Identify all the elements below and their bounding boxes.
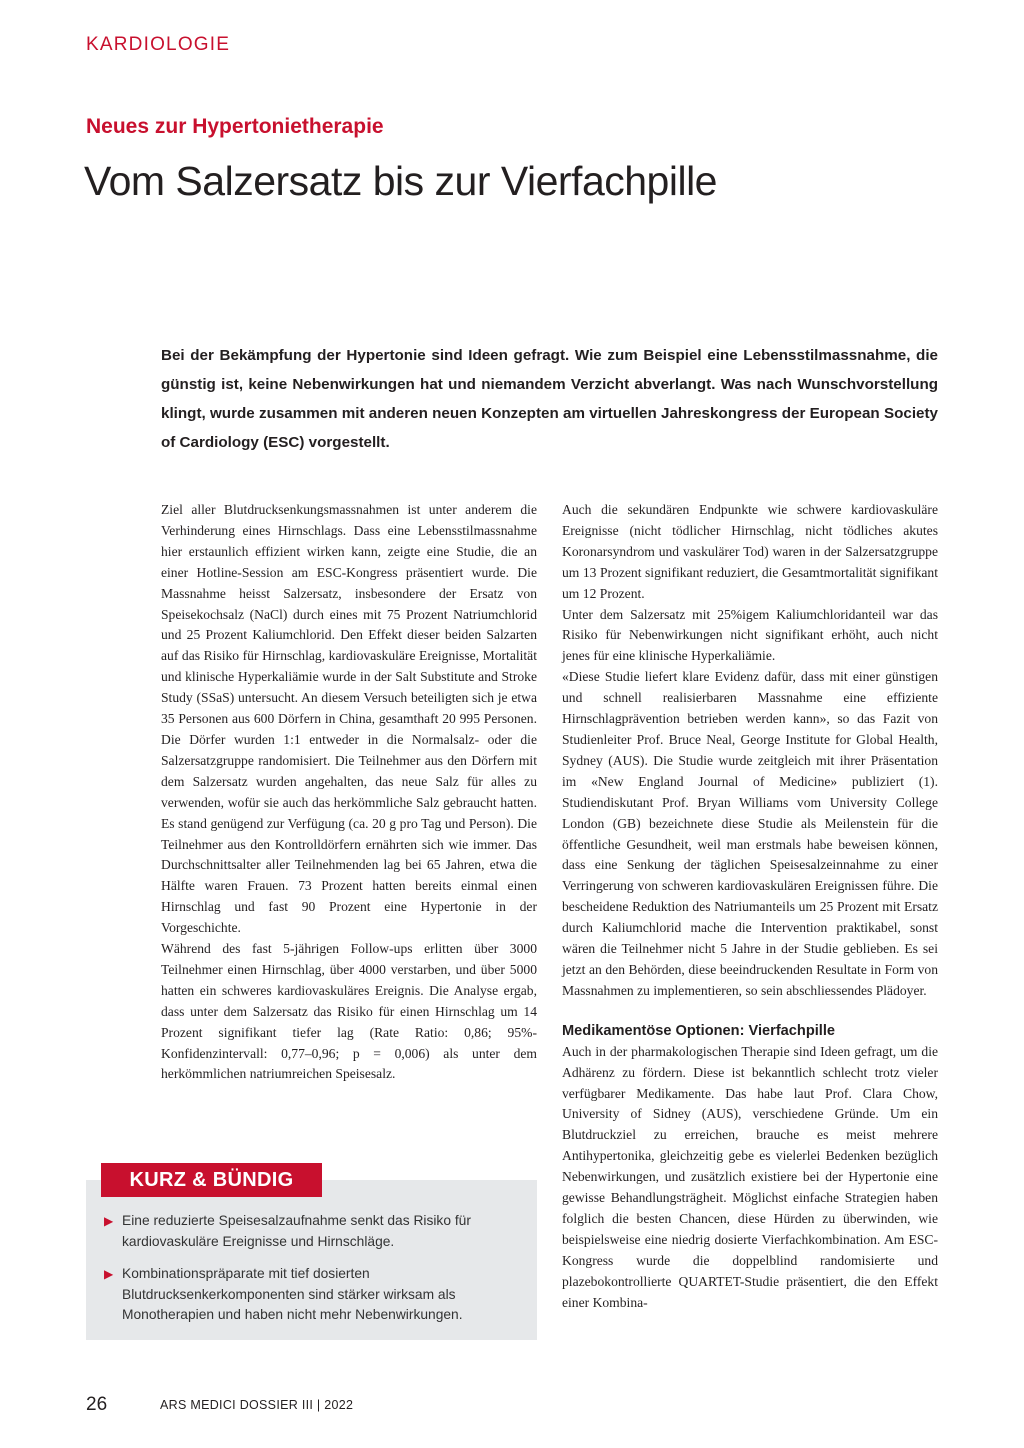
summary-box-label: KURZ & BÜNDIG bbox=[101, 1163, 322, 1197]
section-label: KARDIOLOGIE bbox=[86, 34, 231, 55]
article-title: Vom Salzersatz bis zur Vierfachpille bbox=[84, 158, 717, 204]
triangle-right-icon: ▶ bbox=[104, 1214, 114, 1228]
summary-item bbox=[104, 1211, 524, 1252]
body-paragraph: «Diese Studie liefert klare Evidenz dafür, dass mit einer günstigen und schnell realisierbaren Massnahme eine effiziente Hirnschlagprävention betrieben werden kann», so das Fazit von Studienleiter Prof. Bruce Neal, George Institute for Global Health, Sydney (AUS). Die Studie wurde zeitgleich mit ihrer Präsentation im «New England Journal of Medicine» publiziert (1). Studiendiskutant Prof. Bryan Williams vom University College London (GB) bezeichnete diese Studie als Meilenstein für die öffentliche Gesundheit, weil man erstmals habe beweisen können, dass eine Senkung der täglichen Speisesalzeinnahme zu einer Verringerung von schweren kardiovaskulären Ereignissen führe. Die bescheidene Reduktion des Natriumanteils um 25 Prozent mit Ersatz durch Kaliumchlorid mache die Intervention praktikabel, sonst wären die Teilnehmer nicht 5 Jahre in der Studie geblieben. Es sei jetzt an den Behörden, diese beeindruckenden Resultate in Form von Massnahmen zu implementieren, so sein abschliessendes Plädoyer. bbox=[562, 669, 938, 998]
summary-item-text: Eine reduzierte Speisesalzaufnahme senkt das Risiko für kardiovaskuläre Ereignisse und Hirnschläge. bbox=[122, 1213, 471, 1249]
body-paragraph: Ziel aller Blutdrucksenkungsmassnahmen ist unter anderem die Verhinderung eines Hirnschlags. Dass eine Lebensstilmassnahme hier erstaunlich effizient wirken kann, zeigte eine Studie, die an einer Hotline-Session am ESC-Kongress präsentiert wurde. Die Massnahme heisst Salzersatz, insbesondere der Ersatz von Speisekochsalz (NaCl) durch eines mit 75 Prozent Natriumchlorid und 25 Prozent Kaliumchlorid. Den Effekt dieser beiden Salzarten auf das Risiko für Hirnschlag, kardiovaskuläre Ereignisse, Mortalität und klinische Hyperkaliämie wurde in der Salt Substitute and Stroke Study (SSaS) untersucht. An diesem Versuch beteiligten sich je etwa 35 Personen aus 600 Dörfern in China, gesamthaft 20 995 Personen. Die Dörfer wurden 1:1 entweder in die Normalsalz- oder die Salzersatzgruppe randomisiert. Die Teilnehmer aus den Dörfern mit dem Salzersatz wurden angehalten, das neue Salz für alles zu verwenden, wofür sie auch das herkömmliche Salz gebraucht hatten. Es stand genügend zur Verfügung (ca. 20 g pro Tag und Person). Die Teilnehmer aus den Kontrolldörfern ernährten sich wie immer. Das Durchschnittsalter aller Teilnehmenden lag bei 65 Jahren, etwa die Hälfte waren Frauen. 73 Prozent hatten bereits einmal einen Hirnschlag und fast 90 Prozent eine Hypertonie in der Vorgeschichte. bbox=[161, 502, 537, 936]
summary-item-text: Kombinationspräparate mit tief dosierten Blutdrucksenkerkomponenten sind stärker wirksam als Monotherapien und haben nicht mehr Nebenwirkungen. bbox=[122, 1266, 463, 1322]
lead-paragraph: Bei der Bekämpfung der Hypertonie sind Ideen gefragt. Wie zum Beispiel eine Lebensstilmassnahme, die günstig ist, keine Nebenwirkungen hat und niemandem Verzicht abverlangt. Was nach Wunschvorstellung klingt, wurde zusammen mit anderen neuen Konzepten am virtuellen Jahreskongress der European Society of Cardiology (ESC) vorgestellt. bbox=[161, 347, 938, 451]
body-paragraph: Auch in der pharmakologischen Therapie sind Ideen gefragt, um die Adhärenz zu fördern. Diese ist bekanntlich schlecht trotz vieler verfügbarer Medikamente. Das habe laut Prof. Clara Chow, University of Sidney (AUS), verschiedene Gründe. Um ein Blutdruckziel zu erreichen, brauche es meist mehrere Antihypertonika, gleichzeitig gebe es vielerlei Bedenken bezüglich Nebenwirkungen, und zusätzlich existiere bei der Hypertonie eine gewisse Behandlungsträgheit. Möglichst einfache Strategien haben folglich die besten Chancen, diese Hürden zu überwinden, wie beispielsweise eine niedrig dosierte Vierfachkombination. Am ESC-Kongress wurde die doppelblind randomisierte und plazebokontrollierte QUARTET-Studie präsentiert, die den Effekt einer Kombina- bbox=[562, 1043, 938, 1310]
publication-name: ARS MEDICI DOSSIER III | 2022 bbox=[160, 1398, 354, 1412]
section-subheading: Medikamentöse Optionen: Vierfachpille bbox=[562, 1022, 836, 1039]
triangle-right-icon: ▶ bbox=[104, 1267, 114, 1281]
page-number: 26 bbox=[86, 1394, 108, 1415]
summary-item bbox=[104, 1264, 524, 1326]
body-paragraph: Unter dem Salzersatz mit 25%igem Kaliumchloridanteil war das Risiko für Nebenwirkungen nicht signifikant erhöht, auch nicht jenes für eine klinische Hyperkaliämie. bbox=[562, 606, 938, 664]
article-kicker: Neues zur Hypertonietherapie bbox=[86, 115, 384, 138]
body-paragraph: Während des fast 5-jährigen Follow-ups erlitten über 3000 Teilnehmer einen Hirnschlag, über 4000 verstarben, und über 5000 hatten ein schweres kardiovaskuläres Ereignis. Die Analyse ergab, dass unter dem Salzersatz das Risiko für einen Hirnschlag um 14 Prozent signifikant tiefer lag (Rate Ratio: 0,86; 95%-Konfidenzintervall: 0,77–0,96; p = 0,006) als unter dem herkömmlichen natriumreichen Speisesalz. bbox=[161, 941, 537, 1082]
text-column-left bbox=[161, 500, 537, 1085]
text-column-right bbox=[562, 500, 938, 1314]
summary-list bbox=[104, 1211, 524, 1338]
body-paragraph: Auch die sekundären Endpunkte wie schwere kardiovaskuläre Ereignisse (nicht tödlicher Hirnschlag, nicht tödliches akutes Koronarsyndrom und vaskulärer Tod) waren in der Salzersatzgruppe um 13 Prozent signifikant reduziert, die Gesamtmortalität signifikant um 12 Prozent. bbox=[562, 502, 938, 601]
